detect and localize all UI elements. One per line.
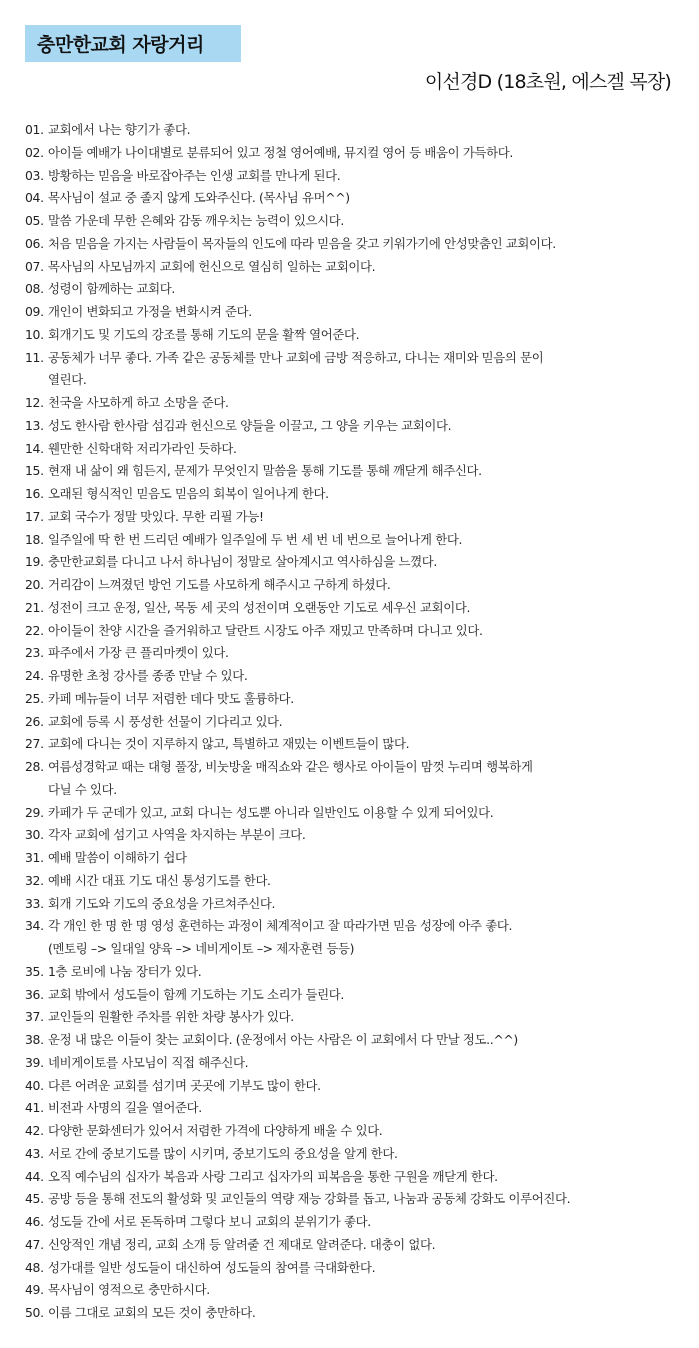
- list-item: [25, 1279, 690, 1302]
- list-item: [25, 529, 690, 552]
- list-item: [25, 187, 690, 210]
- item-text: 성가대를 일반 성도들이 대신하여 성도들의 참여를 극대화한다.: [48, 1259, 376, 1275]
- item-number: 12.: [25, 395, 44, 410]
- item-number: 28.: [25, 759, 44, 774]
- item-text-block: [48, 165, 690, 188]
- list-item: [25, 347, 690, 393]
- item-text: 다른 어려운 교회를 섬기며 곳곳에 기부도 많이 한다.: [48, 1077, 321, 1093]
- list-item: [25, 1006, 690, 1029]
- item-text: 아이들이 찬양 시간을 즐거워하고 달란트 시장도 아주 재밌고 만족하며 다니고 있다.: [48, 622, 483, 638]
- item-text: 성전이 크고 운정, 일산, 목동 세 곳의 성전이며 오랜동안 기도로 세우신 교회이다.: [48, 599, 471, 615]
- item-text-block: [48, 1120, 690, 1143]
- item-number: 44.: [25, 1168, 44, 1184]
- item-text-block: [48, 529, 690, 552]
- item-text: 각 개인 한 명 한 명 영성 훈련하는 과정이 체계적이고 잘 따라가면 믿음 성장에 아주 좋다.: [48, 918, 513, 934]
- list-item: [25, 551, 690, 574]
- item-text-block: [48, 1006, 690, 1029]
- item-text: 비전과 사명의 길을 열어준다.: [48, 1100, 202, 1116]
- list-item: [25, 460, 690, 483]
- item-text-block: [48, 984, 690, 1007]
- item-text: 방황하는 믿음을 바로잡아주는 인생 교회를 만나게 된다.: [48, 167, 341, 183]
- boast-list: [25, 119, 690, 1325]
- list-item: [25, 301, 690, 324]
- item-number: 41.: [25, 1100, 44, 1116]
- item-text-block: [48, 961, 690, 984]
- list-item: [25, 1257, 690, 1280]
- list-item: [25, 893, 690, 916]
- item-text: 목사님이 설교 중 졸지 않게 도와주신다. (목사님 유머^^): [48, 190, 350, 206]
- list-item: [25, 256, 690, 279]
- list-item: [25, 915, 690, 961]
- item-text: 목사님의 사모님까지 교회에 헌신으로 열심히 일하는 교회이다.: [48, 258, 376, 274]
- item-text: 오래된 형식적인 믿음도 믿음의 회복이 일어나게 한다.: [48, 486, 329, 501]
- list-item: [25, 1234, 690, 1257]
- item-text: 교회 국수가 정말 맛있다. 무한 리필 가능!: [48, 508, 264, 524]
- list-item: [25, 324, 690, 347]
- item-number: 39.: [25, 1054, 44, 1070]
- list-item: [25, 1097, 690, 1120]
- list-item: [25, 506, 690, 529]
- item-text-block: [48, 870, 690, 893]
- item-text-block: [48, 392, 690, 415]
- list-item: [25, 415, 690, 438]
- item-number: 49.: [25, 1282, 44, 1298]
- item-text-block: [48, 1029, 690, 1052]
- list-item: [25, 1166, 690, 1189]
- item-text: 공동체가 너무 좋다. 가족 같은 공동체를 만나 교회에 금방 적응하고, 다니는 재미와 믿음의 문이: [48, 349, 544, 365]
- item-text-block: [48, 324, 690, 347]
- item-number: 01.: [25, 122, 44, 137]
- list-item: [25, 1120, 690, 1143]
- list-item: [25, 1143, 690, 1166]
- item-text: 일주일에 딱 한 번 드리던 예배가 일주일에 두 번 세 번 네 번으로 늘어나게 한다.: [48, 531, 463, 547]
- item-text-block: [48, 665, 690, 688]
- item-number: 03.: [25, 167, 44, 183]
- item-text-block: [48, 347, 690, 393]
- item-text: 1층 로비에 나눔 장터가 있다.: [48, 963, 202, 979]
- item-text-block: [48, 1211, 690, 1234]
- item-text-block: [48, 1166, 690, 1189]
- item-text-block: [48, 506, 690, 529]
- item-text-block: [48, 711, 690, 734]
- item-text: 교회 밖에서 성도들이 함께 기도하는 기도 소리가 들린다.: [48, 986, 344, 1002]
- item-text-block: [48, 301, 690, 324]
- item-text-block: [48, 1052, 690, 1075]
- item-text: 회개 기도와 기도의 중요성을 가르쳐주신다.: [48, 895, 276, 911]
- item-text-block: [48, 597, 690, 620]
- item-text: 서로 간에 중보기도를 많이 시키며, 중보기도의 중요성을 알게 한다.: [48, 1145, 398, 1161]
- list-item: [25, 438, 690, 461]
- item-number: 50.: [25, 1305, 44, 1320]
- item-number: 10.: [25, 326, 44, 342]
- list-item: [25, 984, 690, 1007]
- item-number: 43.: [25, 1145, 44, 1161]
- item-text-block: [48, 233, 690, 256]
- list-item: [25, 711, 690, 734]
- item-number: 08.: [25, 281, 44, 297]
- item-text: 천국을 사모하게 하고 소망을 준다.: [48, 395, 229, 410]
- item-text: 성도 한사람 한사람 섬김과 헌신으로 양들을 이끌고, 그 양을 키우는 교회이다.: [48, 417, 452, 433]
- item-text-block: [48, 1075, 690, 1098]
- list-item: [25, 870, 690, 893]
- item-text: 신앙적인 개념 정리, 교회 소개 등 알려줄 건 제대로 알려준다. 대충이 없다.: [48, 1236, 436, 1252]
- item-number: 09.: [25, 304, 44, 319]
- item-text-block: [48, 278, 690, 301]
- item-number: 18.: [25, 531, 44, 547]
- item-text: 오직 예수님의 십자가 복음과 사랑 그리고 십자가의 피복음을 통한 구원을 깨닫게 한다.: [48, 1168, 498, 1184]
- list-item: [25, 824, 690, 847]
- item-number: 30.: [25, 827, 44, 843]
- item-text-block: [48, 438, 690, 461]
- item-text: 운정 내 많은 이들이 찾는 교회이다. (운정에서 아는 사람은 이 교회에서 다 만날 정도..^^): [48, 1032, 518, 1047]
- item-number: 15.: [25, 463, 44, 479]
- item-number: 38.: [25, 1032, 44, 1047]
- list-item: [25, 1188, 690, 1211]
- item-number: 11.: [25, 349, 44, 365]
- item-number: 45.: [25, 1191, 44, 1207]
- item-text-block: [48, 1302, 690, 1325]
- item-text: 네비게이토를 사모님이 직접 해주신다.: [48, 1054, 249, 1070]
- item-text: 거리감이 느껴졌던 방언 기도를 사모하게 해주시고 구하게 하셨다.: [48, 577, 391, 592]
- item-text-block: [48, 551, 690, 574]
- item-number: 48.: [25, 1259, 44, 1275]
- list-item: [25, 1029, 690, 1052]
- item-text-continued: 다닐 수 있다.: [48, 781, 117, 797]
- item-number: 32.: [25, 872, 44, 888]
- item-text-block: [48, 210, 690, 233]
- item-number: 31.: [25, 850, 44, 865]
- list-item: [25, 210, 690, 233]
- item-text-block: [48, 1279, 690, 1302]
- item-text: 여름성경학교 때는 대형 풀장, 비눗방울 매직쇼와 같은 행사로 아이들이 맘껏 누리며 행복하게: [48, 759, 533, 774]
- list-item: [25, 802, 690, 825]
- item-number: 16.: [25, 486, 44, 501]
- list-item: [25, 642, 690, 665]
- list-item: [25, 1075, 690, 1098]
- item-text-block: [48, 802, 690, 825]
- item-number: 35.: [25, 963, 44, 979]
- item-number: 02.: [25, 144, 44, 160]
- item-text-continued: (멘토링 –> 일대일 양육 –> 네비게이토 –> 제자훈련 등등): [48, 941, 355, 956]
- item-number: 25.: [25, 690, 44, 706]
- list-item: [25, 392, 690, 415]
- item-text-block: [48, 119, 690, 142]
- list-item: [25, 483, 690, 506]
- item-text: 개인이 변화되고 가정을 변화시켜 준다.: [48, 304, 252, 319]
- item-text: 예배 말씀이 이해하기 쉽다: [48, 850, 187, 865]
- item-text: 회개기도 및 기도의 강조를 통해 기도의 문을 활짝 열어준다.: [48, 326, 360, 342]
- list-item: [25, 165, 690, 188]
- item-text-block: [48, 915, 690, 961]
- item-number: 19.: [25, 554, 44, 570]
- item-text: 교인들의 원활한 주차를 위한 차량 봉사가 있다.: [48, 1009, 294, 1025]
- item-text: 예배 시간 대표 기도 대신 통성기도를 한다.: [48, 872, 271, 888]
- item-text: 성도들 간에 서로 돈독하며 그렇다 보니 교회의 분위기가 좋다.: [48, 1214, 371, 1229]
- item-number: 04.: [25, 190, 44, 206]
- item-number: 24.: [25, 668, 44, 683]
- list-item: [25, 574, 690, 597]
- item-text: 현재 내 삶이 왜 힘든지, 문제가 무엇인지 말씀을 통해 기도를 통해 깨닫게 해주신다.: [48, 463, 482, 479]
- item-number: 42.: [25, 1123, 44, 1138]
- item-number: 37.: [25, 1009, 44, 1025]
- item-number: 20.: [25, 577, 44, 592]
- item-text-block: [48, 1097, 690, 1120]
- item-text: 유명한 초청 강사를 종종 만날 수 있다.: [48, 668, 248, 683]
- list-item: [25, 756, 690, 802]
- author-credit: 이선경D (18초원, 에스겔 목장): [424, 71, 671, 93]
- item-text-block: [48, 142, 690, 165]
- list-item: [25, 665, 690, 688]
- item-text: 성령이 함께하는 교회다.: [48, 281, 175, 297]
- item-text-block: [48, 824, 690, 847]
- item-number: 21.: [25, 599, 44, 615]
- item-number: 27.: [25, 736, 44, 752]
- item-text-block: [48, 574, 690, 597]
- item-text-block: [48, 733, 690, 756]
- list-item: [25, 233, 690, 256]
- item-number: 07.: [25, 258, 44, 274]
- item-number: 47.: [25, 1236, 44, 1252]
- list-item: [25, 119, 690, 142]
- item-number: 46.: [25, 1214, 44, 1229]
- item-number: 26.: [25, 713, 44, 729]
- list-item: [25, 1052, 690, 1075]
- item-text-continued: 열린다.: [48, 372, 87, 388]
- list-item: [25, 961, 690, 984]
- item-text-block: [48, 893, 690, 916]
- item-text: 웬만한 신학대학 저리가라인 듯하다.: [48, 440, 237, 456]
- item-number: 05.: [25, 213, 44, 228]
- list-item: [25, 278, 690, 301]
- item-text-block: [48, 460, 690, 483]
- item-number: 40.: [25, 1077, 44, 1093]
- item-text: 목사님이 영적으로 충만하시다.: [48, 1282, 210, 1298]
- item-number: 33.: [25, 895, 44, 911]
- item-text: 교회에서 나는 향기가 좋다.: [48, 122, 191, 137]
- item-text-block: [48, 483, 690, 506]
- item-number: 14.: [25, 440, 44, 456]
- item-text-block: [48, 1257, 690, 1280]
- list-item: [25, 688, 690, 711]
- list-item: [25, 620, 690, 643]
- item-text-block: [48, 688, 690, 711]
- item-text-block: [48, 256, 690, 279]
- item-text-block: [48, 620, 690, 643]
- item-text: 이름 그대로 교회의 모든 것이 충만하다.: [48, 1305, 256, 1320]
- item-text: 다양한 문화센터가 있어서 저렴한 가격에 다양하게 배울 수 있다.: [48, 1123, 383, 1138]
- list-item: [25, 1211, 690, 1234]
- item-number: 13.: [25, 417, 44, 433]
- item-text: 카페가 두 군데가 있고, 교회 다니는 성도뿐 아니라 일반인도 이용할 수 있게 되어있다.: [48, 804, 494, 820]
- item-text: 공방 등을 통해 전도의 활성화 및 교인들의 역량 재능 강화를 돕고, 나눔과 공동체 강화도 이루어진다.: [48, 1191, 571, 1207]
- item-text-block: [48, 1188, 690, 1211]
- page-title: 충만한교회 자랑거리: [25, 25, 241, 62]
- item-text-block: [48, 847, 690, 870]
- item-text: 말씀 가운데 무한 은혜와 감동 깨우치는 능력이 있으시다.: [48, 213, 344, 228]
- item-text-block: [48, 756, 690, 802]
- item-text: 처음 믿음을 가지는 사람들이 목자들의 인도에 따라 믿음을 갖고 키워가기에 안성맞춤인 교회이다.: [48, 235, 556, 251]
- item-text-block: [48, 1234, 690, 1257]
- item-text-block: [48, 187, 690, 210]
- item-text: 교회에 다니는 것이 지루하지 않고, 특별하고 재밌는 이벤트들이 많다.: [48, 736, 410, 752]
- item-number: 06.: [25, 235, 44, 251]
- item-number: 23.: [25, 645, 44, 661]
- item-text-block: [48, 415, 690, 438]
- item-text-block: [48, 642, 690, 665]
- list-item: [25, 1302, 690, 1325]
- list-item: [25, 733, 690, 756]
- item-text: 파주에서 가장 큰 플리마켓이 있다.: [48, 645, 229, 661]
- item-text: 카페 메뉴들이 너무 저렴한 데다 맛도 훌륭하다.: [48, 690, 294, 706]
- item-number: 17.: [25, 508, 44, 524]
- item-text: 아이들 예배가 나이대별로 분류되어 있고 정철 영어예배, 뮤지컬 영어 등 배움이 가득하다.: [48, 144, 513, 160]
- list-item: [25, 597, 690, 620]
- item-text-block: [48, 1143, 690, 1166]
- item-number: 34.: [25, 918, 44, 934]
- item-text: 각자 교회에 섬기고 사역을 차지하는 부분이 크다.: [48, 827, 306, 843]
- item-number: 36.: [25, 986, 44, 1002]
- item-number: 29.: [25, 804, 44, 820]
- list-item: [25, 847, 690, 870]
- list-item: [25, 142, 690, 165]
- item-number: 22.: [25, 622, 44, 638]
- item-text: 충만한교회를 다니고 나서 하나님이 정말로 살아계시고 역사하심을 느꼈다.: [48, 554, 437, 570]
- item-text: 교회에 등록 시 풍성한 선물이 기다리고 있다.: [48, 713, 283, 729]
